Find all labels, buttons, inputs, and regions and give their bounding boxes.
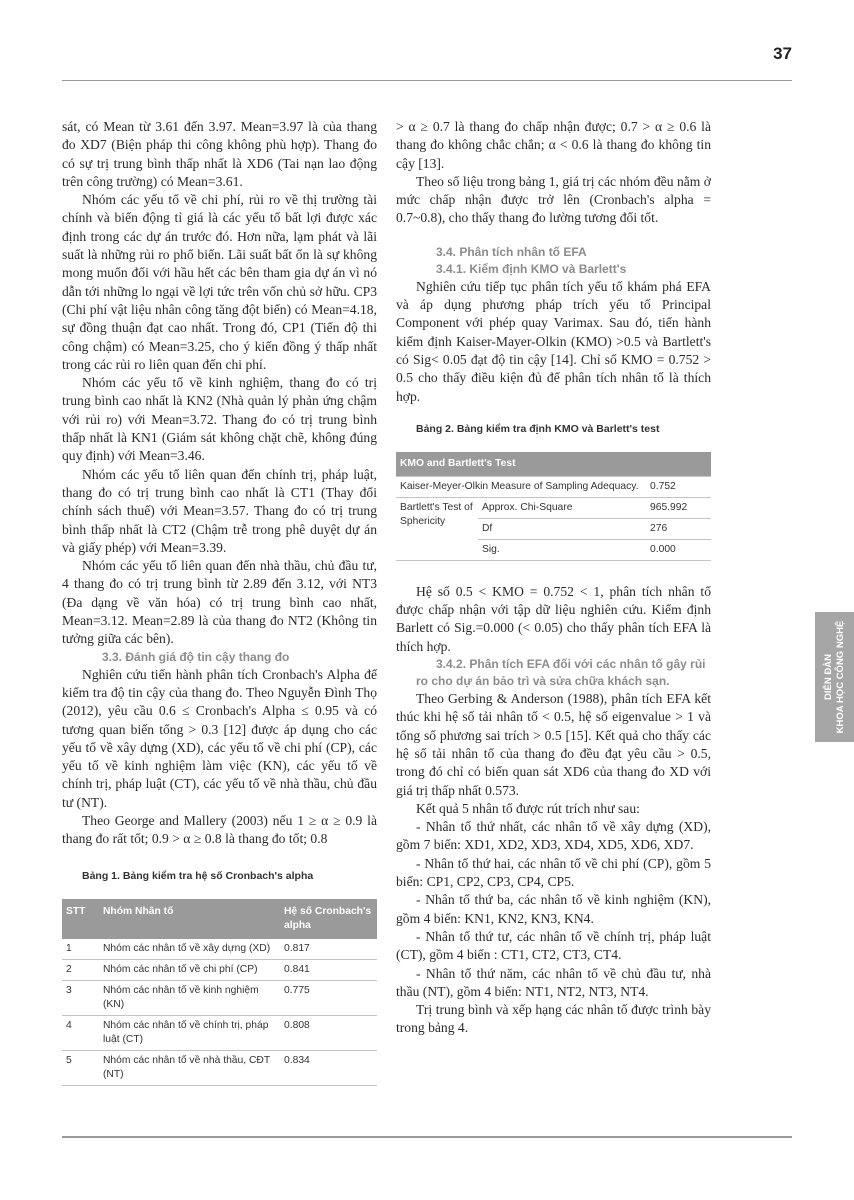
- table-cell: Nhóm các nhân tố về chính trị, pháp luật (CT): [99, 1015, 280, 1050]
- paragraph: Nghiên cứu tiến hành phân tích Cronbach's Alpha để kiểm tra độ tin cậy của thang đo. Theo Nguyễn Đình Thọ (2012), yêu cầu 0.6 ≤ Cronbach's Alpha ≤ 0.95 và có tương quan biến tổng > 0.3 [12] được áp dụng cho các yếu tố về xây dựng (XD), các yếu tố về chi phí (CP), các yếu tố về kinh nghiệm làm việc (KN), các yếu tố về chính trị, pháp luật (CT), các yếu tố về nhà thầu, chủ đầu tư (NT).: [62, 666, 377, 810]
- table-header-cell: Nhóm Nhân tố: [99, 899, 280, 939]
- paragraph: Nhóm các yếu tố về kinh nghiệm, thang đo có trị trung bình cao nhất là KN2 (Nhà quản lý phản ứng chậm với rủi ro) với Mean=3.72. Thang đo có trị trung bình thấp nhất là KN1 (Giám sát không chặt chẽ, không đúng quy định) với Mean=3.46.: [62, 375, 377, 464]
- paragraph: Theo số liệu trong bảng 1, giá trị các nhóm đều nằm ở mức chấp nhận được trở lên (Cronbach's alpha = 0.7~0.8), cho thấy thang đo lường tương đối tốt.: [396, 173, 711, 226]
- kmo-table: [396, 452, 711, 561]
- page-number: 37: [773, 44, 792, 63]
- table-header-cell: Hệ số Cronbach's alpha: [280, 899, 377, 939]
- paragraph: Nhóm các yếu tố liên quan đến chính trị, pháp luật, thang đo có trị trung bình cao nhất là CT1 (Thay đổi chính sách thuế) với Mean=3.57. Thang đo có trị trung bình thấp nhất là CT2 (Chậm trễ trong phê duyệt dự án và giấy phép) với Mean=3.39.: [62, 466, 377, 555]
- paragraph: - Nhân tố thứ năm, các nhân tố về chủ đầu tư, nhà thầu (NT), gồm 4 biến: NT1, NT2, NT3, NT4.: [396, 965, 711, 999]
- table-cell: 965.992: [646, 497, 711, 518]
- section-tab-line1: DIỄN ĐÀN: [822, 654, 834, 700]
- paragraph: - Nhân tố thứ nhất, các nhân tố về xây dựng (XD), gồm 7 biến: XD1, XD2, XD3, XD4, XD5, XD6, XD7.: [396, 819, 711, 853]
- paragraph: Theo Gerbing & Anderson (1988), phân tích EFA kết thúc khi hệ số tải nhân tố < 0.5, hệ số eigenvalue > 1 và tổng số phương sai trích > 0.5 [15]. Kết quả cho thấy các hệ số tải nhân tố của thang đo đều đạt yêu cầu > 0.5, trong đó chỉ có biến quan sát XD6 của thang đo XD với giá trị thấp nhất 0.573.: [396, 691, 711, 798]
- table-cell: 0.817: [280, 939, 377, 960]
- paragraph: Nhóm các yếu tố về chi phí, rủi ro về thị trường tài chính và biến động tỉ giá là các yếu tố bất lợi được xác định trong các dự án trước đó. Hơn nữa, lạm phát và lãi suất là những rủi ro phổ biến. Lãi suất bất ổn là sự không mong muốn đối với hầu hết các bên tham gia dự án vì nó dẫn tới những lo ngại về lợi tức trên vốn chủ sở hữu. CP3 (Chi phí vật liệu nhân công tăng đột biến) có Mean=4.18, sự đồng thuận đạt cao nhất. Trong đó, CP1 (Tiến độ thi công chậm) có Mean=3.25, cho ý kiến đồng ý thấp nhất trong các rủi ro liên quan đến chi phí.: [62, 192, 377, 372]
- table-cell: Df: [478, 518, 646, 539]
- table-cell: 0.841: [280, 959, 377, 980]
- table-cell: Nhóm các nhân tố về chi phí (CP): [99, 959, 280, 980]
- table-header-cell: STT: [62, 899, 99, 939]
- paragraph: > α ≥ 0.7 là thang đo chấp nhận được; 0.7 > α ≥ 0.6 là thang đo không chắc chắn; α < 0.6 là thang đo không tin cậy [13].: [396, 119, 711, 171]
- paragraph: - Nhân tố thứ hai, các nhân tố về chi phí (CP), gồm 5 biến: CP1, CP2, CP3, CP4, CP5.: [396, 855, 711, 890]
- table-cell: 2: [62, 959, 99, 980]
- section-tab: [815, 612, 854, 742]
- table-cell: 3: [62, 980, 99, 1015]
- cronbach-table: [62, 899, 377, 1086]
- table-cell: 0.808: [280, 1015, 377, 1050]
- table-row: [62, 939, 377, 960]
- table-row: [62, 980, 377, 1015]
- paragraph: sát, có Mean từ 3.61 đến 3.97. Mean=3.97 là của thang đo XD7 (Biện pháp thi công không phù hợp). Thang đo có sự trị trung bình thấp nhất là XD6 (Tai nạn lao động trên công trường) có Mean=3.61.: [62, 119, 377, 189]
- table-cell: 0.834: [280, 1050, 377, 1085]
- paragraph: Kết quả 5 nhân tố được rút trích như sau:: [416, 800, 640, 816]
- paragraph: - Nhân tố thứ tư, các nhân tố về chính trị, pháp luật (CT), gồm 4 biến : CT1, CT2, CT3, CT4.: [396, 928, 711, 963]
- table-cell: Nhóm các nhân tố về xây dựng (XD): [99, 939, 280, 960]
- table-cell: 1: [62, 939, 99, 960]
- table-row: [396, 476, 711, 497]
- table-cell: 0.752: [646, 476, 711, 497]
- table-row: [62, 959, 377, 980]
- table-cell: 5: [62, 1050, 99, 1085]
- paragraph: Nhóm các yếu tố liên quan đến nhà thầu, chủ đầu tư, 4 thang đo có trị trung bình từ 2.89 đến 3.12, với NT3 (Đa dạng về văn hóa) có trị trung bình cao nhất, Mean=3.12. Mean=2.89 là của thang đo NT2 (Không tin tưởng giữa các bên).: [62, 558, 377, 647]
- table-row: [396, 497, 711, 518]
- table-cell: 4: [62, 1015, 99, 1050]
- header-rule: [62, 80, 792, 81]
- section-heading: 3.3. Đánh giá độ tin cậy thang đo: [102, 649, 290, 664]
- table-cell: 276: [646, 518, 711, 539]
- footer-rule: [62, 1136, 792, 1138]
- table-header-row: [396, 452, 711, 477]
- section-heading: 3.4. Phân tích nhân tố EFA: [436, 244, 587, 259]
- table-cell: 0.000: [646, 539, 711, 560]
- table-cell: 0.775: [280, 980, 377, 1015]
- paragraph: Theo George and Mallery (2003) nếu 1 ≥ α ≥ 0.9 là thang đo rất tốt; 0.9 > α ≥ 0.8 là thang đo tốt; 0.8: [62, 812, 377, 847]
- table-cell: Kaiser-Meyer-Olkin Measure of Sampling Adequacy.: [396, 476, 646, 497]
- table-title: KMO and Bartlett's Test: [396, 452, 711, 477]
- table-cell: Nhóm các nhân tố về nhà thầu, CĐT (NT): [99, 1050, 280, 1085]
- table-cell: Approx. Chi-Square: [478, 497, 646, 518]
- table-header-row: [62, 899, 377, 939]
- paragraph: Hệ số 0.5 < KMO = 0.752 < 1, phân tích nhân tố được chấp nhận với tập dữ liệu nghiên cứu. Kiểm định Barlett có Sig.=0.000 (< 0.05) cho thấy phân tích EFA là thích hợp.: [396, 583, 711, 654]
- paragraph: Trị trung bình và xếp hạng các nhân tố được trình bày trong bảng 4.: [396, 1002, 711, 1036]
- right-column: [396, 118, 711, 1038]
- paragraph: Nghiên cứu tiếp tục phân tích yếu tố khám phá EFA và áp dụng phương pháp trích yếu tố Principal Component với phép quay Varimax. Sau đó, tiến hành kiểm định Kaiser-Mayer-Olkin (KMO) >0.5 và Bartlett's có Sig< 0.05 đạt độ tin cậy [14]. Chỉ số KMO = 0.752 > 0.5 cho thấy điều kiện đủ để phân tích nhân tố là thích hợp.: [396, 278, 711, 404]
- table-cell: Sig.: [478, 539, 646, 560]
- table-cell: Nhóm các nhân tố về kinh nghiệm (KN): [99, 980, 280, 1015]
- subsection-heading: 3.4.1. Kiểm định KMO và Barlett's: [436, 261, 627, 276]
- table2-caption: Bảng 2. Bảng kiểm tra định KMO và Barlett's test: [416, 422, 660, 435]
- table-row: [62, 1050, 377, 1085]
- table-cell: Bartlett's Test of Sphericity: [396, 497, 478, 560]
- table-row: [62, 1015, 377, 1050]
- section-tab-line2: KHOA HỌC CÔNG NGHỆ: [834, 620, 846, 734]
- paragraph: - Nhân tố thứ ba, các nhân tố về kinh nghiệm (KN), gồm 4 biến: KN1, KN2, KN3, KN4.: [396, 892, 711, 926]
- table1-caption: Bảng 1. Bảng kiểm tra hệ số Cronbach's alpha: [82, 869, 314, 882]
- subsection-heading: 3.4.2. Phân tích EFA đối với các nhân tố gây rủi ro cho dự án bảo trì và sửa chữa khách sạn.: [416, 657, 706, 689]
- left-column: [62, 118, 377, 1086]
